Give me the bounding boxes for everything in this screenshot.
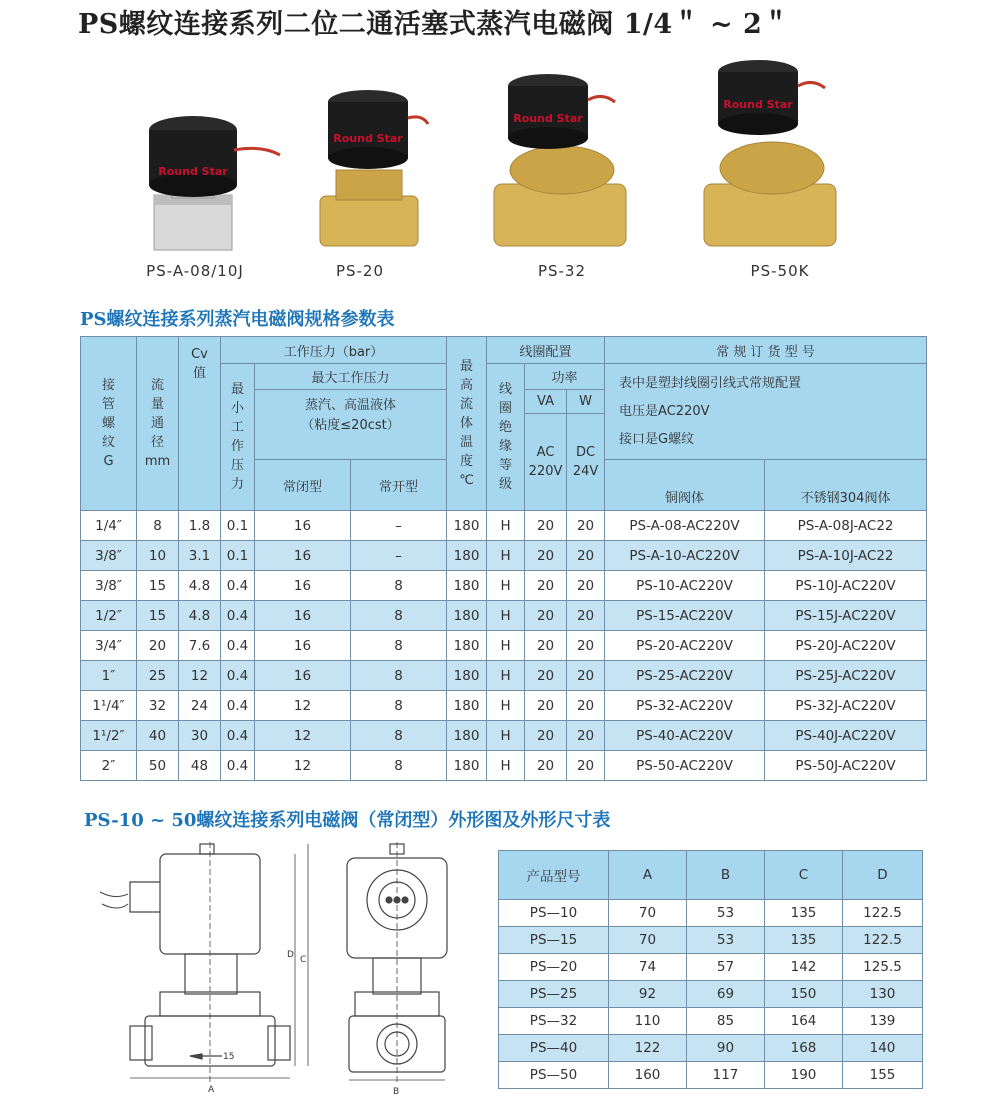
spec-cell: 20 xyxy=(525,751,567,781)
spec-cell: PS-A-10-AC220V xyxy=(605,541,765,571)
spec-cell: 20 xyxy=(525,691,567,721)
header-ss-body: 不锈钢304阀体 xyxy=(765,460,927,511)
dim-cell: 139 xyxy=(843,1008,923,1035)
header-medium: 蒸汽、高温液体 （粘度≤20cst） xyxy=(255,390,447,460)
dim-cell: 122.5 xyxy=(843,927,923,954)
spec-cell: PS-25-AC220V xyxy=(605,661,765,691)
dim-row xyxy=(499,900,923,927)
front-view-drawing xyxy=(335,842,460,1097)
spec-row xyxy=(81,631,927,661)
spec-cell: 20 xyxy=(567,601,605,631)
header-max-temp: 最 高 流 体 温 度 ℃ xyxy=(447,337,487,511)
spec-cell: H xyxy=(487,571,525,601)
spec-cell: 16 xyxy=(255,631,351,661)
dim-cell: 142 xyxy=(765,954,843,981)
spec-cell: 12 xyxy=(255,691,351,721)
spec-cell: 20 xyxy=(567,721,605,751)
spec-table xyxy=(80,336,927,781)
spec-cell: 180 xyxy=(447,601,487,631)
spec-row xyxy=(81,511,927,541)
header-insulation: 线 圈 绝 缘 等 级 xyxy=(487,364,525,511)
order-notes: 表中是塑封线圈引线式常规配置 电压是AC220V 接口是G螺纹 xyxy=(605,364,927,460)
header-max-pressure: 最大工作压力 xyxy=(255,364,447,390)
brand-label: Round Star xyxy=(723,98,793,111)
header-normally-open: 常开型 xyxy=(351,460,447,511)
spec-cell: 2″ xyxy=(81,751,137,781)
spec-cell: 10 xyxy=(137,541,179,571)
spec-cell: 20 xyxy=(567,631,605,661)
dim-cell: PS—40 xyxy=(499,1035,609,1062)
dim-cell: 70 xyxy=(609,900,687,927)
spec-section-title: PS螺纹连接系列蒸汽电磁阀规格参数表 xyxy=(80,309,395,330)
dim-row xyxy=(499,1062,923,1089)
spec-cell: 0.1 xyxy=(221,511,255,541)
spec-cell: H xyxy=(487,511,525,541)
spec-cell: 20 xyxy=(525,631,567,661)
spec-cell: 1.8 xyxy=(179,511,221,541)
spec-cell: 8 xyxy=(351,601,447,631)
header-order: 常 规 订 货 型 号 xyxy=(605,337,927,364)
spec-cell: H xyxy=(487,721,525,751)
spec-cell: 180 xyxy=(447,721,487,751)
spec-cell: 1/2″ xyxy=(81,601,137,631)
spec-cell: 0.4 xyxy=(221,601,255,631)
spec-cell: 20 xyxy=(567,541,605,571)
dim-cell: 117 xyxy=(687,1062,765,1089)
spec-cell: 3.1 xyxy=(179,541,221,571)
spec-cell: 12 xyxy=(255,751,351,781)
dim-header-d: D xyxy=(843,851,923,900)
spec-cell: 16 xyxy=(255,601,351,631)
spec-cell: 32 xyxy=(137,691,179,721)
spec-cell: 25 xyxy=(137,661,179,691)
spec-cell: – xyxy=(351,541,447,571)
dim-cell: 57 xyxy=(687,954,765,981)
product-label: PS-A-08/10J xyxy=(146,262,244,280)
header-normally-closed: 常闭型 xyxy=(255,460,351,511)
side-view-drawing xyxy=(90,842,320,1097)
dim-cell: 160 xyxy=(609,1062,687,1089)
spec-cell: 3/8″ xyxy=(81,541,137,571)
spec-cell: H xyxy=(487,691,525,721)
page-title: PS螺纹连接系列二位二通活塞式蒸汽电磁阀 1/4＂ ~ 2＂ xyxy=(78,9,790,40)
spec-cell: 16 xyxy=(255,661,351,691)
spec-cell: 1¹/4″ xyxy=(81,691,137,721)
spec-row xyxy=(81,751,927,781)
dim-cell: PS—32 xyxy=(499,1008,609,1035)
spec-cell: PS-20-AC220V xyxy=(605,631,765,661)
dim-cell: 69 xyxy=(687,981,765,1008)
spec-cell: 12 xyxy=(179,661,221,691)
dim-cell: 150 xyxy=(765,981,843,1008)
spec-cell: 3/8″ xyxy=(81,571,137,601)
spec-row xyxy=(81,721,927,751)
dim-cell: 125.5 xyxy=(843,954,923,981)
spec-cell: 0.4 xyxy=(221,691,255,721)
dim-row xyxy=(499,927,923,954)
spec-cell: 40 xyxy=(137,721,179,751)
spec-cell: 0.4 xyxy=(221,721,255,751)
brand-label: Round Star xyxy=(158,165,228,178)
spec-cell: 1″ xyxy=(81,661,137,691)
dim-cell: 70 xyxy=(609,927,687,954)
dim-row xyxy=(499,981,923,1008)
spec-cell: 180 xyxy=(447,691,487,721)
spec-cell: 30 xyxy=(179,721,221,751)
spec-cell: 15 xyxy=(137,571,179,601)
spec-cell: 48 xyxy=(179,751,221,781)
header-dc: DC 24V xyxy=(567,414,605,511)
spec-cell: 7.6 xyxy=(179,631,221,661)
spec-row xyxy=(81,541,927,571)
header-coil: 线圈配置 xyxy=(487,337,605,364)
spec-cell: 180 xyxy=(447,541,487,571)
spec-cell: 0.4 xyxy=(221,751,255,781)
spec-cell: 8 xyxy=(351,721,447,751)
header-min-pressure: 最 小 工 作 压 力 xyxy=(221,364,255,511)
product-label: PS-20 xyxy=(335,262,385,280)
spec-cell: 8 xyxy=(351,571,447,601)
spec-cell: 20 xyxy=(567,691,605,721)
spec-cell: 8 xyxy=(351,751,447,781)
spec-cell: 0.4 xyxy=(221,631,255,661)
spec-cell: H xyxy=(487,631,525,661)
spec-cell: 20 xyxy=(525,721,567,751)
spec-cell: PS-32-AC220V xyxy=(605,691,765,721)
spec-cell: 0.4 xyxy=(221,661,255,691)
dim-a-label: A xyxy=(208,1085,215,1095)
spec-cell: PS-50J-AC220V xyxy=(765,751,927,781)
spec-cell: H xyxy=(487,751,525,781)
spec-cell: 1/4″ xyxy=(81,511,137,541)
spec-cell: 8 xyxy=(351,631,447,661)
spec-cell: 4.8 xyxy=(179,601,221,631)
header-power: 功率 xyxy=(525,364,605,390)
spec-cell: 20 xyxy=(525,601,567,631)
spec-cell: 20 xyxy=(525,541,567,571)
dim-cell: PS—25 xyxy=(499,981,609,1008)
spec-cell: 180 xyxy=(447,751,487,781)
dim-cell: PS—50 xyxy=(499,1062,609,1089)
header-ac: AC 220V xyxy=(525,414,567,511)
spec-cell: 1¹/2″ xyxy=(81,721,137,751)
dim-header-b: B xyxy=(687,851,765,900)
flow-arrow-label: 15 xyxy=(223,1052,235,1062)
dim-row xyxy=(499,1008,923,1035)
dim-d-label: D xyxy=(287,950,294,960)
spec-cell: 12 xyxy=(255,721,351,751)
dim-cell: 53 xyxy=(687,900,765,927)
spec-cell: 180 xyxy=(447,511,487,541)
spec-cell: PS-32J-AC220V xyxy=(765,691,927,721)
dim-cell: 135 xyxy=(765,927,843,954)
spec-row xyxy=(81,691,927,721)
dim-cell: 74 xyxy=(609,954,687,981)
spec-cell: 15 xyxy=(137,601,179,631)
dim-header-c: C xyxy=(765,851,843,900)
spec-cell: 16 xyxy=(255,541,351,571)
spec-cell: 8 xyxy=(351,691,447,721)
product-ps-50k-image xyxy=(700,58,845,250)
spec-cell: H xyxy=(487,601,525,631)
spec-cell: PS-40J-AC220V xyxy=(765,721,927,751)
dim-cell: 53 xyxy=(687,927,765,954)
spec-cell: 20 xyxy=(567,751,605,781)
dim-cell: PS—10 xyxy=(499,900,609,927)
dim-cell: 155 xyxy=(843,1062,923,1089)
header-brass-body: 铜阀体 xyxy=(605,460,765,511)
spec-cell: 50 xyxy=(137,751,179,781)
spec-cell: PS-A-08-AC220V xyxy=(605,511,765,541)
spec-cell: PS-40-AC220V xyxy=(605,721,765,751)
spec-cell: 0.1 xyxy=(221,541,255,571)
spec-cell: 8 xyxy=(351,661,447,691)
spec-cell: 20 xyxy=(567,571,605,601)
spec-cell: PS-10-AC220V xyxy=(605,571,765,601)
dim-b-label: B xyxy=(393,1087,400,1097)
dim-cell: PS—15 xyxy=(499,927,609,954)
product-ps-32-image xyxy=(490,72,635,252)
spec-cell: PS-50-AC220V xyxy=(605,751,765,781)
spec-cell: 180 xyxy=(447,571,487,601)
spec-row xyxy=(81,601,927,631)
dim-c-label: C xyxy=(300,955,307,965)
spec-cell: PS-25J-AC220V xyxy=(765,661,927,691)
spec-cell: H xyxy=(487,661,525,691)
dim-cell: PS—20 xyxy=(499,954,609,981)
spec-cell: – xyxy=(351,511,447,541)
dimension-table xyxy=(498,850,923,1089)
spec-cell: PS-15J-AC220V xyxy=(765,601,927,631)
dim-cell: 164 xyxy=(765,1008,843,1035)
spec-cell: 20 xyxy=(137,631,179,661)
header-cv: Cv 值 xyxy=(179,337,221,511)
spec-cell: PS-A-08J-AC22 xyxy=(765,511,927,541)
header-w: W xyxy=(567,390,605,414)
dim-cell: 190 xyxy=(765,1062,843,1089)
dim-cell: 122 xyxy=(609,1035,687,1062)
spec-cell: PS-15-AC220V xyxy=(605,601,765,631)
spec-cell: 3/4″ xyxy=(81,631,137,661)
spec-cell: 20 xyxy=(525,661,567,691)
spec-cell: 0.4 xyxy=(221,571,255,601)
header-working-pressure: 工作压力（bar） xyxy=(221,337,447,364)
brand-label: Round Star xyxy=(513,112,583,125)
spec-cell: PS-10J-AC220V xyxy=(765,571,927,601)
dim-header-model: 产品型号 xyxy=(499,851,609,900)
spec-row xyxy=(81,661,927,691)
spec-cell: H xyxy=(487,541,525,571)
dim-cell: 110 xyxy=(609,1008,687,1035)
product-ps-a-08-image xyxy=(122,105,292,255)
spec-cell: 20 xyxy=(567,661,605,691)
spec-cell: 8 xyxy=(137,511,179,541)
dim-cell: 135 xyxy=(765,900,843,927)
header-flow-diameter: 流 量 通 径 mm xyxy=(137,337,179,511)
dim-cell: 90 xyxy=(687,1035,765,1062)
spec-cell: 20 xyxy=(567,511,605,541)
product-label: PS-32 xyxy=(537,262,587,280)
dim-cell: 168 xyxy=(765,1035,843,1062)
dim-header-a: A xyxy=(609,851,687,900)
header-va: VA xyxy=(525,390,567,414)
dim-cell: 92 xyxy=(609,981,687,1008)
spec-cell: 24 xyxy=(179,691,221,721)
dim-cell: 122.5 xyxy=(843,900,923,927)
dim-cell: 85 xyxy=(687,1008,765,1035)
spec-cell: 16 xyxy=(255,511,351,541)
dim-cell: 130 xyxy=(843,981,923,1008)
spec-cell: 20 xyxy=(525,571,567,601)
product-label: PS-50K xyxy=(750,262,810,280)
dim-cell: 140 xyxy=(843,1035,923,1062)
header-pipe-thread: 接 管 螺 纹 G xyxy=(81,337,137,511)
spec-cell: 16 xyxy=(255,571,351,601)
spec-cell: PS-A-10J-AC22 xyxy=(765,541,927,571)
dim-section-title: PS-10 ~ 50螺纹连接系列电磁阀（常闭型）外形图及外形尺寸表 xyxy=(84,810,611,831)
dim-row xyxy=(499,1035,923,1062)
spec-cell: 20 xyxy=(525,511,567,541)
spec-cell: PS-20J-AC220V xyxy=(765,631,927,661)
spec-row xyxy=(81,571,927,601)
dim-row xyxy=(499,954,923,981)
spec-cell: 4.8 xyxy=(179,571,221,601)
product-ps-20-image xyxy=(310,88,430,253)
spec-cell: 180 xyxy=(447,631,487,661)
brand-label: Round Star xyxy=(333,132,403,145)
spec-cell: 180 xyxy=(447,661,487,691)
